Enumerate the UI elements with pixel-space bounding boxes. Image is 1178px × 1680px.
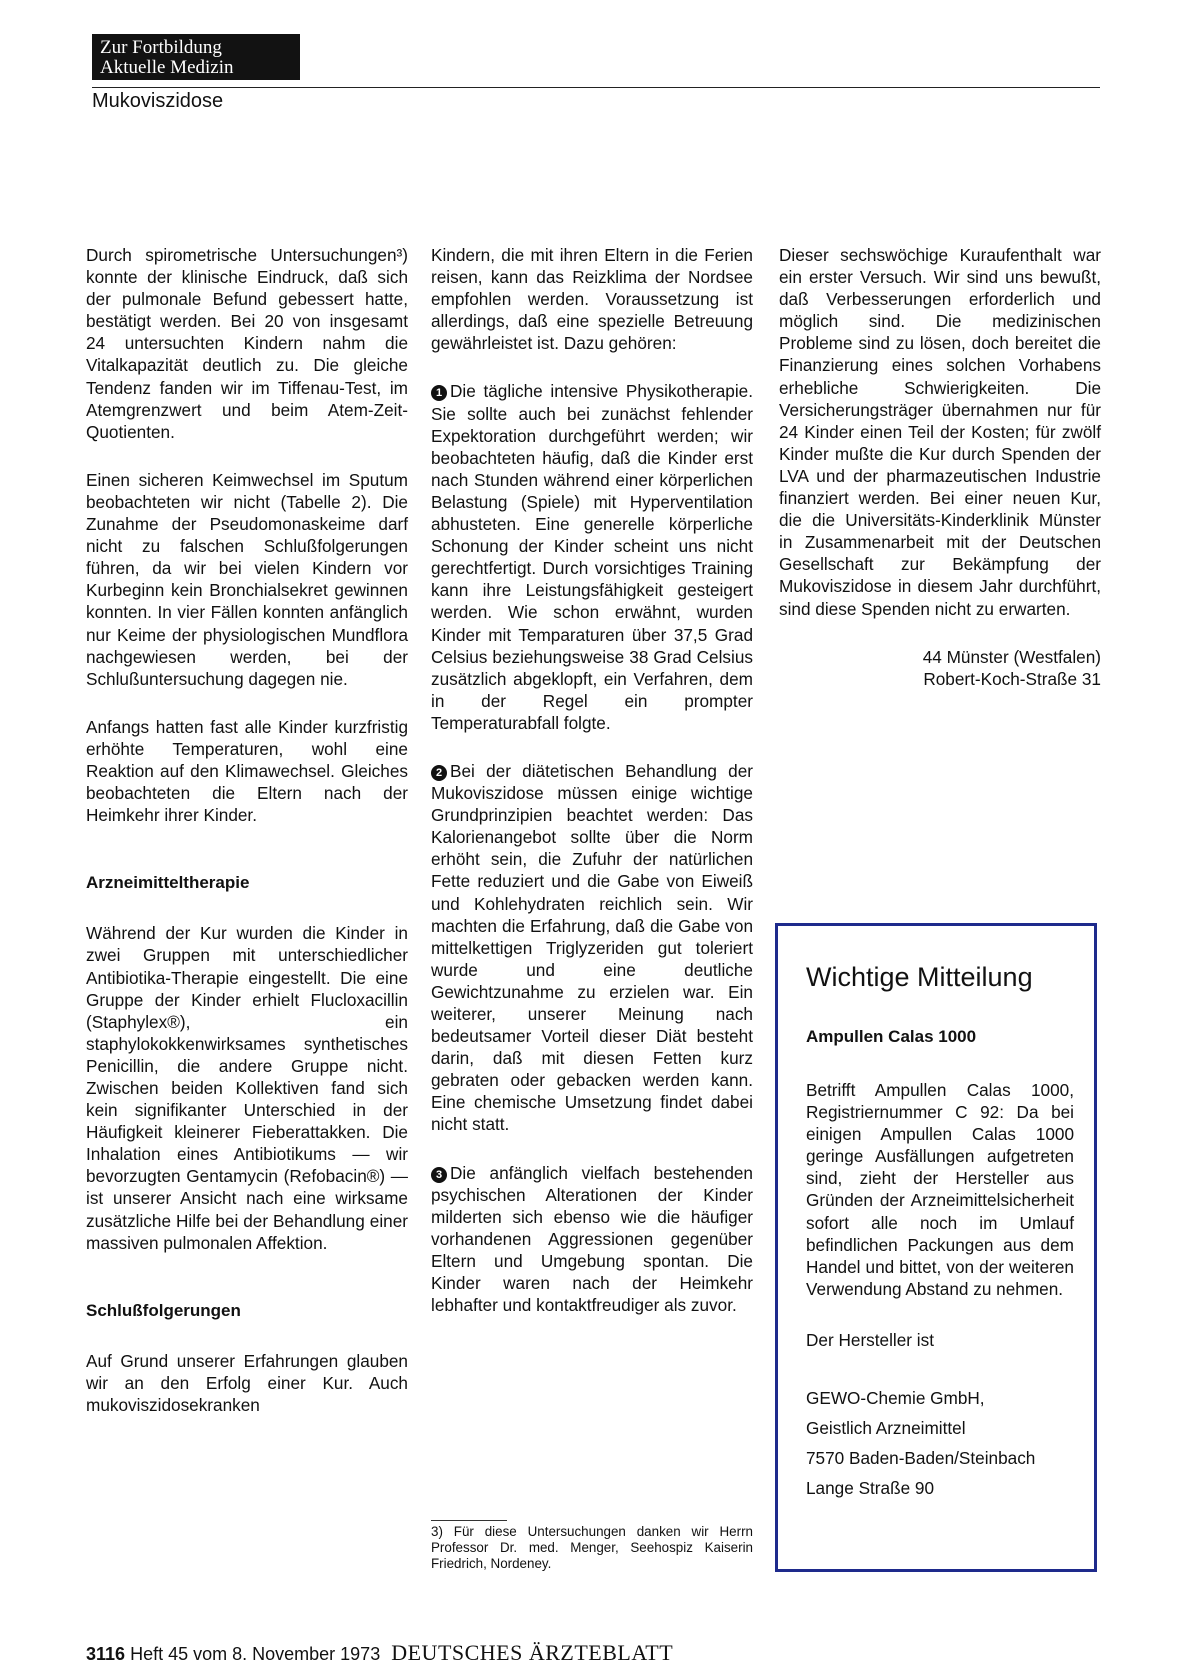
column-2 [431,244,753,1342]
journal-name: DEUTSCHES ÄRZTEBLATT [391,1640,674,1665]
banner-line-1: Zur Fortbildung [100,37,222,58]
col1-paragraph-4: Während der Kur wurden die Kinder in zwei Gruppen mit unterschiedlicher Antibiotika-Therapie eingestellt. Die eine Gruppe der Kinder erhielt Flucloxacillin (Staphylex®), ein staphylokokkenwirksames synthetisches Penicillin, die andere Gruppe nicht. Zwischen beiden Kollektiven fand sich kein signifikanter Unterschied in der Häufigkeit kleinerer Fieberattakken. Die Inhalation eines Antibiotikums — wir bevorzugten Gentamycin (Refobacin®) — ist unserer Ansicht nach eine wirksame zusätzliche Hilfe bei der Behandlung einer massiven pulmonalen Affektion. [86,923,408,1253]
address-line-1: 44 Münster (Westfalen) [922,646,1101,667]
page-number: 3116 [86,1644,126,1664]
notice-title: Wichtige Mitteilung [806,962,1033,992]
number-1-icon: 1 [431,385,447,401]
banner-line-2: Aktuelle Medizin [100,57,234,78]
address-line-2: Robert-Koch-Straße 31 [923,668,1101,689]
notice-address-line-1: GEWO-Chemie GmbH, [806,1387,985,1408]
col1-paragraph-5: Auf Grund unserer Erfahrungen glauben wir an den Erfolg einer Kur. Auch mukoviszidosekranken [86,1350,408,1416]
col1-paragraph-1: Durch spirometrische Untersuchungen³) konnte der klinische Eindruck, daß sich der pulmonale Befund gebessert hatte, bestätigt werden. Bei 20 von insgesamt 24 untersuchten Kindern nahm die Vitalkapazität deutlich zu. Die gleiche Tendenz fanden wir im Tiffenau-Test, im Atemgrenzwert und beim Atem-Zeit-Quotienten. [86,245,408,442]
col2-item-3-text: Die anfänglich vielfach bestehenden psychischen Alterationen der Kinder milderten sich ebenso wie die häufiger vorhandenen Aggressionen gegenüber Eltern und Umgebung spontan. Die Kinder waren nach der Heimkehr lebhafter und kontaktfreudiger als zuvor. [431,1162,753,1316]
notice-address-line-3: 7570 Baden-Baden/Steinbach [806,1447,1036,1468]
header-rule [92,87,1100,88]
heading-arzneimitteltherapie: Arzneimitteltherapie [86,873,250,893]
col2-item-2 [431,760,753,1136]
notice-address-line-4: Lange Straße 90 [806,1477,935,1498]
issue-info: Heft 45 vom 8. November 1973 [130,1644,381,1664]
col3-paragraph-1: Dieser sechswöchige Kuraufenthalt war ein erster Versuch. Wir sind uns bewußt, daß Verbesserungen erforderlich und möglich sind. Die medizinischen Probleme sind zu lösen, doch bereitet die Finanzierung eines solchen Vorhabens erhebliche Schwierigkeiten. Die Versicherungsträger übernahmen nur für 24 Kinder einen Teil der Kosten; für zwölf Kinder mußte die Kur durch Spenden der LVA und der pharmazeutischen Industrie finanziert werden. Bei einer neuen Kur, die die Universitäts-Kinderklinik Münster in Zusammenarbeit mit der Deutschen Gesellschaft zur Bekämpfung der Mukoviszidose in diesem Jahr durchführt, sind diese Spenden nicht zu erwarten. [779,245,1101,619]
column-3 [779,244,1101,690]
page-footer [86,1640,673,1666]
col2-item-1-text: Die tägliche intensive Physikotherapie. Sie sollte auch bei zunächst fehlender Expektoration durchgeführt werden; wir beobachteten häufig, daß die Kinder erst nach Stunden während einer körperlichen Belastung (Spiele) mit Hyperventilation abhusteten. Eine generelle körperliche Schonung der Kinder scheint uns nicht gerechtfertigt. Durch vorsichtiges Training kann ihre Leistungsfähigkeit gesteigert werden. Wie schon erwähnt, wurden Kinder mit Temparaturen über 37,5 Grad Celsius beziehungsweise 38 Grad Celsius zusätzlich abgeklopft, ein Verfahren, dem in der Regel ein prompter Temperaturabfall folgte. [431,381,753,733]
notice-body: Betrifft Ampullen Calas 1000, Registriernummer C 92: Da bei einigen Ampullen Calas 1000 geringe Ausfällungen aufgetreten sind, zieht der Hersteller aus Gründen der Arzneimittelsicherheit sofort alle noch im Umlauf befindlichen Packungen aus dem Handel und bittet, von der weiteren Verwendung Abstand zu nehmen. [806,1080,1074,1299]
col1-paragraph-2: Einen sicheren Keimwechsel im Sputum beobachteten wir nicht (Tabelle 2). Die Zunahme der Pseudomonaskeime darf nicht zu falschen Schlußfolgerungen führen, da wir bei vielen Kindern vor Kurbeginn kein Bronchialsekret gewinnen konnten. In vier Fällen konnten anfänglich nur Keime der physiologischen Mundflora nachgewiesen werden, bei der Schlußuntersuchung dagegen nie. [86,469,408,689]
col2-item-3 [431,1162,753,1317]
notice-address-line-2: Geistlich Arzneimittel [806,1417,966,1438]
section-banner [92,34,300,80]
notice-box [775,923,1097,1572]
notice-subtitle: Ampullen Calas 1000 [806,1027,977,1046]
col1-paragraph-3: Anfangs hatten fast alle Kinder kurzfristig erhöhte Temperaturen, wohl eine Reaktion auf den Klimawechsel. Gleiches beobachteten die Eltern nach der Heimkehr ihrer Kinder. [86,716,408,826]
col2-item-1 [431,380,753,734]
author-address [779,646,1101,690]
section-title: Mukoviszidose [92,90,224,112]
notice-lead: Der Hersteller ist [806,1329,934,1350]
number-3-icon: 3 [431,1167,447,1183]
col2-item-2-text: Bei der diätetischen Behandlung der Mukoviszidose müssen einige wichtige Grundprinzipien beachtet werden: Das Kalorienangebot sollte über die Norm erhöht sein, die Zufuhr der natürlichen Fette reduziert und die Gabe von Eiweiß und Kohlehydraten reichlich sein. Wir machten die Erfahrung, daß die Gabe von mittelkettigen Triglyzeriden gut toleriert wurde und eine deutliche Gewichtzunahme zu erzielen war. Ein weiterer, unserer Meinung nach bedeutsamer Vorteil dieser Diät besteht darin, daß mit diesen Fetten kurz gebraten oder gebacken werden kann. Eine chemische Umsetzung findet dabei nicht statt. [431,760,753,1135]
footnote-rule [431,1520,507,1521]
notice-address [806,1383,1074,1503]
number-2-icon: 2 [431,765,447,781]
column-1 [86,244,408,1442]
heading-schlussfolgerungen: Schlußfolgerungen [86,1300,241,1320]
col2-paragraph-1: Kindern, die mit ihren Eltern in die Ferien reisen, kann das Reizklima der Nordsee empfohlen werden. Voraussetzung ist allerdings, daß eine spezielle Betreuung gewährleistet ist. Dazu gehören: [431,245,753,354]
footnote: 3) Für diese Untersuchungen danken wir Herrn Professor Dr. med. Menger, Seehospiz Kaiserin Friedrich, Nordeney. [431,1524,753,1571]
